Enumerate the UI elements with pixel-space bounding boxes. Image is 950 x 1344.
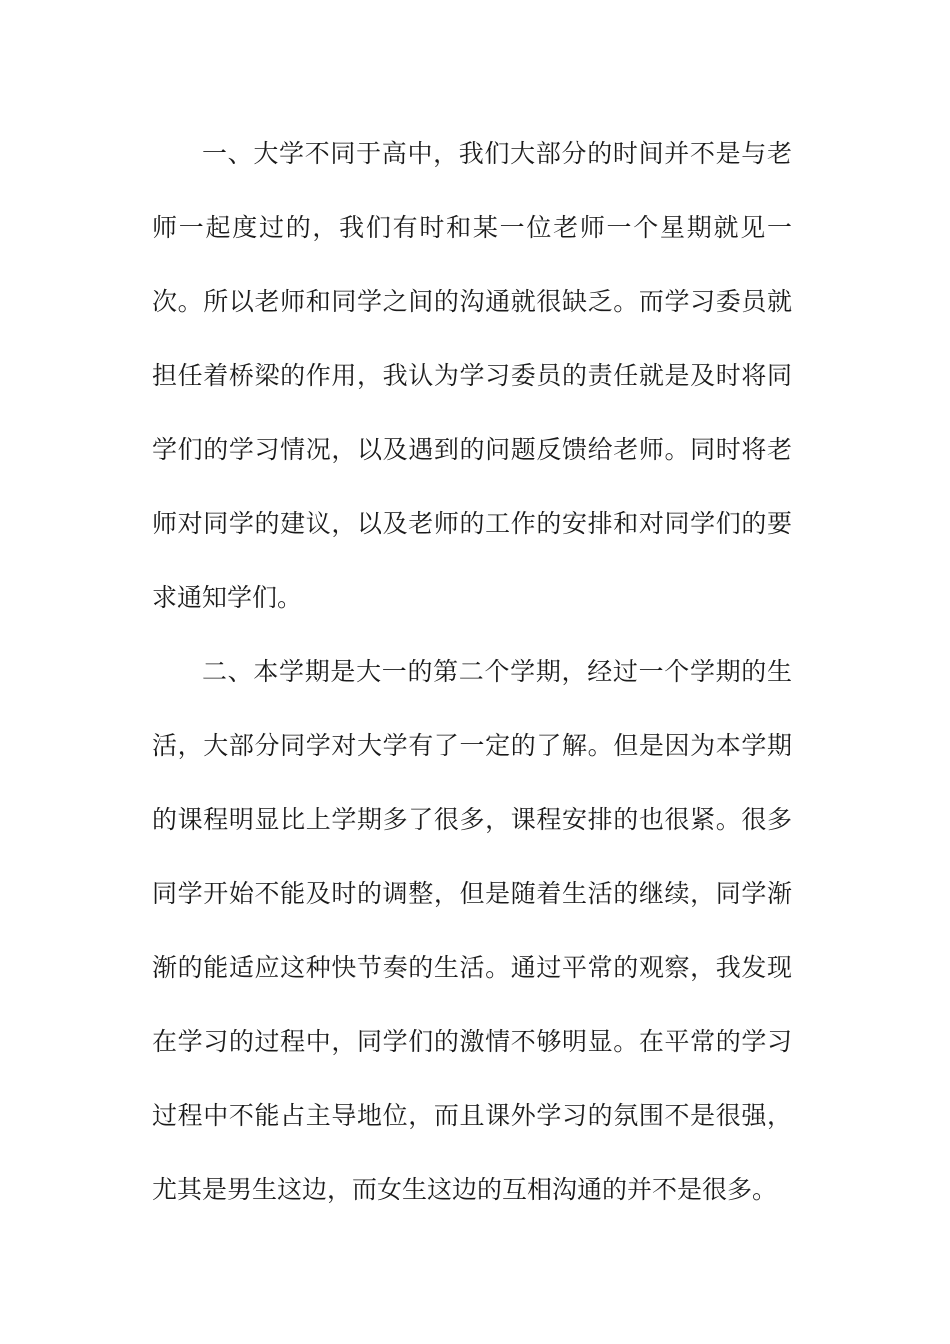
paragraph-line: 渐的能适应这种快节奏的生活。通过平常的观察，我发现 [152, 953, 792, 982]
paragraph-line: 师对同学的建议，以及老师的工作的安排和对同学们的要 [152, 509, 792, 538]
paragraph-line: 在学习的过程中，同学们的激情不够明显。在平常的学习 [152, 1027, 792, 1056]
paragraph-line: 担任着桥梁的作用，我认为学习委员的责任就是及时将同 [152, 361, 792, 390]
paragraph-line: 次。所以老师和同学之间的沟通就很缺乏。而学习委员就 [152, 287, 792, 316]
paragraph-line: 学们的学习情况，以及遇到的问题反馈给老师。同时将老 [152, 435, 792, 464]
paragraph-line: 同学开始不能及时的调整，但是随着生活的继续，同学渐 [152, 879, 792, 908]
paragraph-line: 过程中不能占主导地位，而且课外学习的氛围不是很强， [152, 1101, 792, 1130]
paragraph-line: 求通知学们。 [152, 583, 303, 612]
paragraph-line: 一、大学不同于高中，我们大部分的时间并不是与老 [202, 139, 792, 168]
paragraph-line: 活，大部分同学对大学有了一定的了解。但是因为本学期 [152, 731, 792, 760]
paragraph-line: 师一起度过的，我们有时和某一位老师一个星期就见一 [152, 213, 792, 242]
paragraph-line: 尤其是男生这边，而女生这边的互相沟通的并不是很多。 [152, 1175, 778, 1204]
paragraph-line: 二、本学期是大一的第二个学期，经过一个学期的生 [202, 657, 792, 686]
paragraph-line: 的课程明显比上学期多了很多，课程安排的也很紧。很多 [152, 805, 792, 834]
